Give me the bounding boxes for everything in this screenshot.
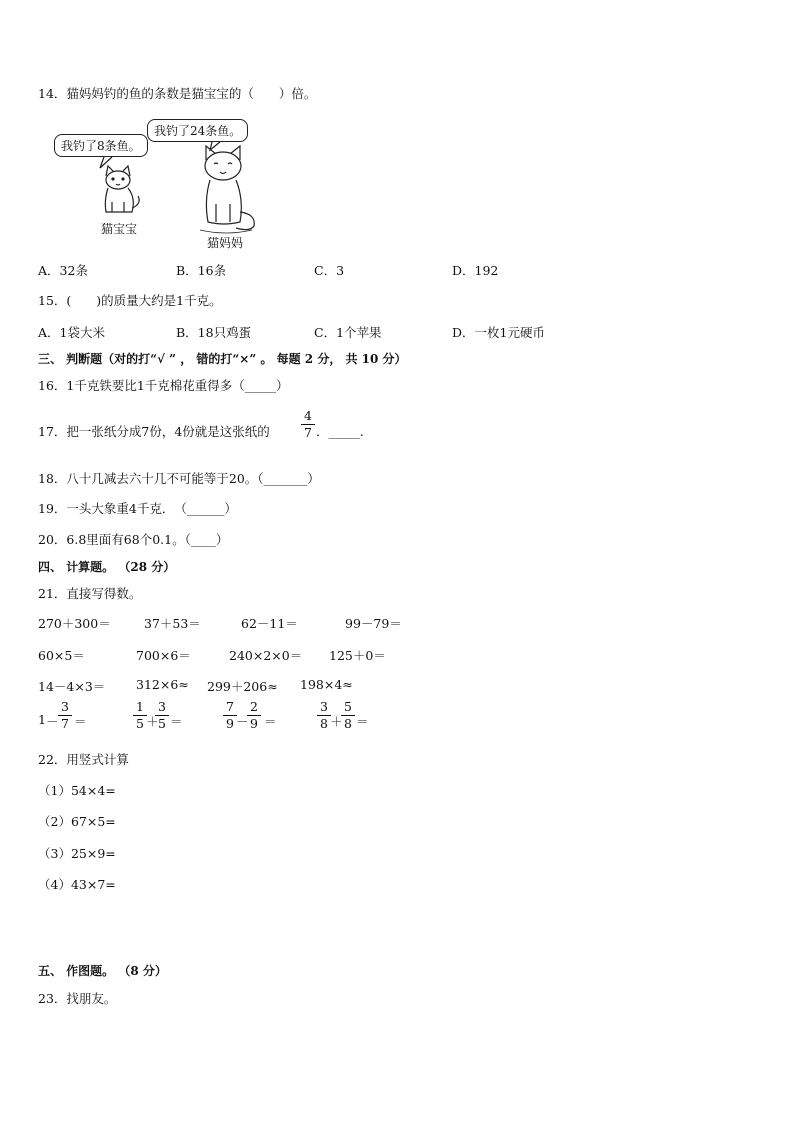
operator: － xyxy=(46,714,59,729)
q16: 16．1千克铁要比1千克棉花重得多（_____） xyxy=(38,378,289,393)
fraction xyxy=(133,700,147,731)
numerator: 1 xyxy=(136,699,144,714)
q22-item-2: （2）67×5= xyxy=(38,814,116,829)
q21-r3-c2: 312×6≈ xyxy=(136,677,189,692)
q20: 20．6.8里面有68个0.1。（____） xyxy=(38,532,229,547)
equals: ＝ xyxy=(170,714,183,729)
q21-r3-c1: 14－4×3＝ xyxy=(38,679,106,694)
q15-option-b: B．18只鸡蛋 xyxy=(176,325,252,340)
fraction xyxy=(223,700,237,731)
q14-option-d: D．192 xyxy=(452,263,499,278)
q22-item-4: （4）43×7= xyxy=(38,877,116,892)
equals: ＝ xyxy=(74,714,87,729)
q22-item-3: （3）25×9= xyxy=(38,846,116,861)
q19: 19．一头大象重4千克． （______） xyxy=(38,501,237,516)
q21-r1-c4: 99－79＝ xyxy=(345,616,402,631)
q14-stem: 14．猫妈妈钓的鱼的条数是猫宝宝的（ ）倍。 xyxy=(38,86,317,101)
q21-r1-c1: 270＋300＝ xyxy=(38,616,111,631)
denominator: 9 xyxy=(226,716,234,731)
q21-r2-c3: 240×2×0＝ xyxy=(229,648,303,663)
operator: ＋ xyxy=(146,714,159,729)
q21-stem: 21．直接写得数。 xyxy=(38,586,142,601)
q17-fraction xyxy=(301,409,315,440)
fraction xyxy=(247,700,261,731)
q14-option-c: C．3 xyxy=(314,263,345,278)
fraction xyxy=(341,700,355,731)
mom-cat-icon xyxy=(200,146,254,233)
numerator: 3 xyxy=(61,699,69,714)
q21-r2-c1: 60×5＝ xyxy=(38,648,85,663)
equals: ＝ xyxy=(356,714,369,729)
q17-numerator: 4 xyxy=(304,408,312,423)
q15-stem: 15．( )的质量大约是1千克。 xyxy=(38,293,222,308)
q17-text: 17．把一张纸分成7份，4份就是这张纸的 xyxy=(38,424,270,439)
q17-blank: ．_____. xyxy=(316,424,364,439)
section-5-heading: 五、 作图题。 （8 分） xyxy=(38,964,167,978)
denominator: 9 xyxy=(250,716,258,731)
q15-option-a: A．1袋大米 xyxy=(38,325,105,340)
q22-stem: 22．用竖式计算 xyxy=(38,752,129,767)
numerator: 2 xyxy=(250,699,258,714)
whole-number: 1 xyxy=(38,712,46,727)
fraction xyxy=(155,700,169,731)
q15-option-d: D．一枚1元硬币 xyxy=(452,325,545,340)
denominator: 5 xyxy=(136,716,144,731)
numerator: 5 xyxy=(344,699,352,714)
q21-r1-c3: 62－11＝ xyxy=(241,616,298,631)
denominator: 8 xyxy=(344,716,352,731)
equals: ＝ xyxy=(264,714,277,729)
q21-r2-c4: 125＋0＝ xyxy=(329,648,386,663)
denominator: 5 xyxy=(158,716,166,731)
operator: ＋ xyxy=(330,714,343,729)
baby-speech-bubble: 我钓了8条鱼。 xyxy=(54,134,148,157)
denominator: 8 xyxy=(320,716,328,731)
baby-cat-label: 猫宝宝 xyxy=(101,222,138,236)
q14-option-b: B．16条 xyxy=(176,263,227,278)
operator: － xyxy=(236,714,249,729)
fraction xyxy=(317,700,331,731)
baby-cat-icon xyxy=(105,166,139,212)
q17-denominator: 7 xyxy=(304,425,312,440)
mom-speech-bubble: 我钓了24条鱼。 xyxy=(147,119,248,142)
q22-item-1: （1）54×4= xyxy=(38,783,116,798)
q14-option-a: A．32条 xyxy=(38,263,88,278)
q18: 18．八十几减去六十几不可能等于20。（_______） xyxy=(38,471,320,486)
q21-r1-c2: 37＋53＝ xyxy=(144,616,201,631)
q21-r2-c2: 700×6＝ xyxy=(136,648,191,663)
denominator: 7 xyxy=(61,716,69,731)
mom-cat-label: 猫妈妈 xyxy=(207,236,244,250)
numerator: 3 xyxy=(320,699,328,714)
fraction xyxy=(58,700,72,731)
section-3-heading: 三、 判断题（对的打“√ ” ， 错的打“×” 。 每题 2 分， 共 10 分） xyxy=(38,352,407,366)
numerator: 7 xyxy=(226,699,234,714)
numerator: 3 xyxy=(158,699,166,714)
q23: 23．找朋友。 xyxy=(38,991,117,1006)
q15-option-c: C．1个苹果 xyxy=(314,325,382,340)
q21-r3-c4: 198×4≈ xyxy=(300,677,353,692)
section-4-heading: 四、 计算题。 （28 分） xyxy=(38,560,176,574)
q21-r3-c3: 299＋206≈ xyxy=(207,679,278,694)
